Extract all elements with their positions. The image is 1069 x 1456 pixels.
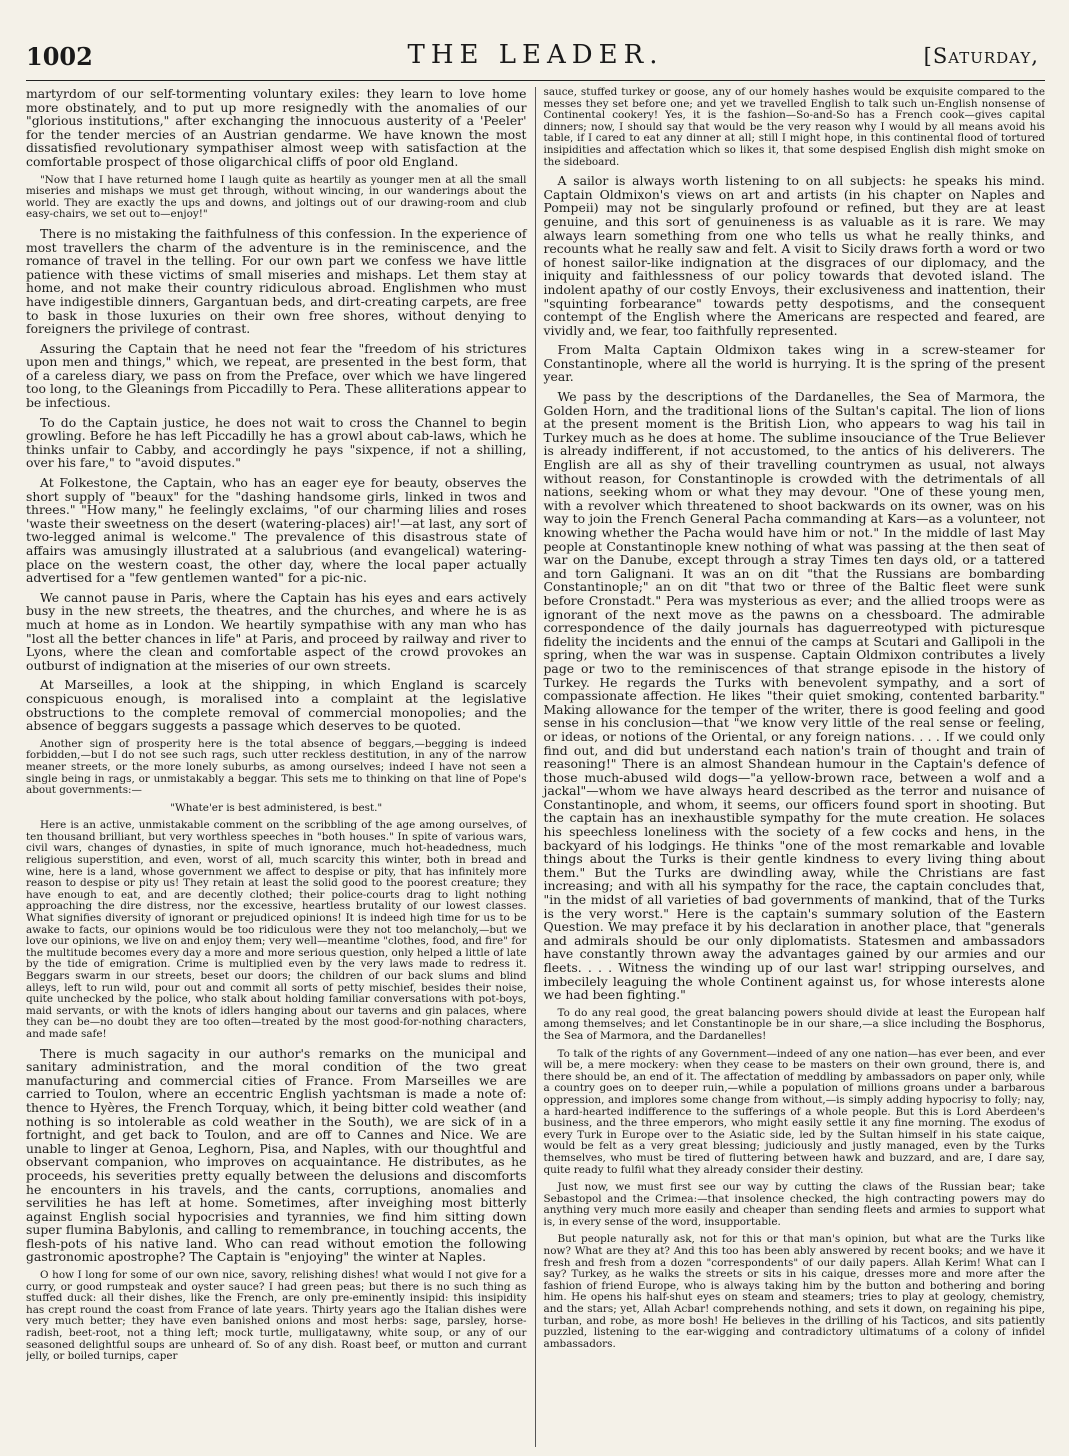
paragraph: There is no mistaking the faithfulness of this confession. In the experience of most travellers the charm of the adventure is in the reminiscence, and the romance of travel in the telling. For our own part we confess we have little patience with these victims of small miseries and mishaps. Let them stay at home, and not make their country ridiculous abroad. Englishmen who must have indigestible dinners, Gargantuan beds, and dirt-creating carpets, are free to bask in those luxuries on their own free shores, without denying to foreigners the privilege of contrast.: [26, 225, 527, 337]
paragraph: A sailor is always worth listening to on all subjects: he speaks his mind. Captain Oldmixon's views on art and artists (in his chapter on Naples and Pompeii) may not be singularly profound or refined, but they are at least genuine, and this sort of genuineness is as valuable as it is rare. We may always learn something from one who tells us what he really thinks, and recounts what he really saw and felt. A visit to Sicily draws forth a word or two of honest sailor-like indignation at the disgraces of our diplomacy, and the iniquity and faithlessness of our policy towards that devoted island. The indolent apathy of our costly Envoys, their exclusiveness and inattention, their "squinting forbearance" towards petty despotisms, and the consequent contempt of the English where the Americans are respected and feared, are vividly and, we fear, too faithfully represented.: [543, 173, 1045, 338]
block-quote: But people naturally ask, not for this or that man's opinion, but what are the Turks like now? What are they at? And this too has been ably answered by recent books; and we have it fresh and fresh from a dozen "correspondents" of our daily papers. Allah Kerim! What can I say? Turkey, as he walks the streets or sits in his caique, dresses more and more after the fashion of friend Europe, who is always taking him by the button and bothering and boring him. He opens his half-shut eyes on steam and steamers; tries to play at geology, chemistry, and the stars; yet, Allah Acbar! comprehends nothing, and sets it down, on regaining his pipe, turban, and robe, as more bosh! He believes in the drilling of his Tacticos, and sits patiently puzzled, listening to the ear-wigging and contradictory ultimatums of a colony of infidel ambassadors.: [543, 1233, 1045, 1350]
paragraph: There is much sagacity in our author's remarks on the municipal and sanitary administration, and the moral condition of the two great manufacturing and commercial cities of France. From Marseilles we are carried to Toulon, where an eccentric English yachtsman is made a note of: thence to Hyères, the French Torquay, which, it being bitter cold weather (and nothing is so intolerable as cold weather in the South), we are sick of in a fortnight, and get back to Toulon, and are off to Cannes and Nice. We are unable to linger at Genoa, Leghorn, Pisa, and Naples, with our thoughtful and observant companion, who improves on acquaintance. He distributes, as he proceeds, his severities pretty equally between the delusions and discomforts he encounters in his travels, and the cants, corruptions, anomalies and servilities he has left at home. Sometimes, after inveighing most bitterly against English social hypocrisies and tyrannies, we find him sitting down super flumina Babylonis, and calling to remembrance, in touching accents, the flesh-pots of his native land. Who can read without emotion the following gastronomic apostrophe? The Captain is "enjoying" the winter at Naples.: [26, 1045, 527, 1265]
left-column: [26, 87, 536, 1447]
masthead: [26, 40, 1045, 81]
block-quote: Here is an active, unmistakable comment on the scribbling of the age among ourselves, of ten thousand brilliant, but very worthless speeches in "both houses." In spite of various wars, civil wars, changes of dynasties, in spite of much ignorance, much hot-headedness, much religious superstition, and even, worst of all, much scarcity this winter, both in bread and wine, here is a land, whose government we affect to despise or pity, that has infinitely more reason to despise or pity us! They retain at least the solid good to the poorest creature; they have enough to eat, and are decently clothed; their police-courts drag to light nothing approaching the dire distress, nor the excessive, heartless brutality of our lowest classes. What signifies diversity of ignorant or prejudiced opinions! It is indeed high time for us to be awake to facts, our opinions would be too ridiculous were they not too melancholy,—but we love our opinions, we live on and enjoy them; very well—meantime "clothes, food, and fire" for the multitude becomes every day a more and more serious question, only helped a little of late by the tide of emigration. Crime is multiplied even by the very laws made to redress it. Beggars swarm in our streets, beset our doors; the children of our back slums and blind alleys, left to run wild, pour out and commit all sorts of petty mischief, besides their noise, quite unchecked by the police, who stalk about holding familiar conversations with pot-boys, maid servants, or with the knots of idlers hanging about our taverns and gin palaces, where they can be—no doubt they are too often—treated by the most good-for-nothing characters, and made safe!: [26, 819, 527, 1040]
verse-quote: "Whate'er is best administered, is best.": [170, 801, 383, 814]
block-quote: Another sign of prosperity here is the total absence of beggars,—begging is indeed forbidden,—but I do not see such rags, such utter reckless destitution, in any of the narrow meaner streets, or the more lonely suburbs, as among ourselves; indeed I have not seen a single being in rags, or unmistakably a beggar. This sets me to thinking on that line of Pope's about governments:—: [26, 737, 527, 797]
block-quote: O how I long for some of our own nice, savory, relishing dishes! what would I not give for a curry, or good rumpsteak and oyster sauce? I had green peas; but there is no such thing as stuffed duck: all their dishes, like the French, are only pre-eminently insipid: this insipidity has crept round the coast from France of late years. Thirty years ago the Italian dishes were very much better; they have even banished onions and most herbs: sage, parsley, horse-radish, beet-root, not a thing left; mock turtle, mulligatawny, white soup, or any of our seasoned delightful soups are unheard of. So of any dish. Roast beef, or mutton and currant jelly, or boiled turnips, caper: [26, 1269, 527, 1363]
paragraph: At Folkestone, the Captain, who has an eager eye for beauty, observes the short supply of "beaux" for the "dashing handsome girls, linked in twos and threes." "How many," he feelingly exclaims, "of our charming lilies and roses 'waste their sweetness on the desert (watering-places) air!'—at last, any sort of two-legged animal is welcome." The prevalence of this disastrous state of affairs was amusingly illustrated at a salubrious (and evangelical) watering-place on the western coast, the other day, where the local paper actually advertised for a "few gentlemen wanted" for a pic-nic.: [26, 475, 527, 586]
paragraph: At Marseilles, a look at the shipping, in which England is scarcely conspicuous enough, is moralised into a complaint at the legislative obstructions to the complete removal of commercial monopolies; and the absence of beggars suggests a passage which deserves to be quoted.: [26, 677, 527, 734]
page-number: 1002: [26, 42, 93, 71]
block-quote: To talk of the rights of any Government—indeed of any one nation—has ever been, and ever will be, a mere mockery: when they cease to be masters on their own ground, there is, and there should be, an end of it. The affectation of meddling by ambassadors on paper only, while a country goes on to deeper ruin,—while a population of millions groans under a barbarous oppression, and implores some change from without,—is simply adding hypocrisy to folly; nay, a hard-hearted indifference to the sufferings of a whole people. But this is Lord Aberdeen's business, and the three emperors, who might easily settle it any fine morning. The exodus of every Turk in Europe over to the Asiatic side, led by the Sultan himself in his state caique, would be felt as a very great blessing; judiciously and justly managed, even by the Turks themselves, who must be tired of fluttering between hawk and buzzard, and are, I dare say, quite ready to fulfil what they already consider their destiny.: [543, 1047, 1045, 1176]
paragraph: From Malta Captain Oldmixon takes wing in a screw-steamer for Constantinople, where all the world is hurrying. It is the spring of the present year.: [543, 342, 1045, 385]
paragraph: martyrdom of our self-tormenting voluntary exiles: they learn to love home more obstinately, and to put up more resignedly with the anomalies of our "glorious institutions," after exchanging the innocuous austerity of a 'Peeler' for the tender mercies of an Austrian gendarme. We have known the most dissatisfied revolutionary sympathiser almost weep with satisfaction at the comfortable prospect of those oligarchical cliffs of poor old England.: [26, 87, 527, 169]
paragraph: We cannot pause in Paris, where the Captain has his eyes and ears actively busy in the new streets, the theatres, and the churches, and where he is as much at home as in London. We heartily sympathise with any man who has "lost all the better chances in life" at Paris, and proceed by railway and river to Lyons, where the clean and comfortable aspect of the crowd provokes an outburst of indignation at the miseries of our own streets.: [26, 589, 527, 673]
issue-day: [Saturday,: [923, 44, 1039, 68]
block-quote: "Now that I have returned home I laugh quite as heartily as younger men at all the small miseries and mishaps we must get through, without wincing, in our wanderings about the world. They are exactly the ups and downs, and joltings out of our drawing-room and club easy-chairs, we set out to—enjoy!": [26, 173, 527, 221]
block-quote: Just now, we must first see our way by cutting the claws of the Russian bear; take Sebastopol and the Crimea:—that insolence checked, the high contracting powers may do anything very much more easily and cheaper than sending fleets and armies to support what is, in every sense of the word, insupportable.: [543, 1181, 1045, 1228]
paragraph: Assuring the Captain that he need not fear the "freedom of his strictures upon men and things," which, we repeat, are presented in the best form, that of a careless diary, we pass on from the Preface, over which we have lingered too long, to the Gleanings from Piccadilly to Pera. These alliterations appear to be infectious.: [26, 340, 527, 411]
newspaper-title: THE LEADER.: [407, 40, 664, 70]
paragraph: To do the Captain justice, he does not wait to cross the Channel to begin growling. Before he has left Piccadilly he has a growl about cab-laws, which he thinks unfair to Cabby, and accordingly he pays "sixpence, if not a shilling, over his fare," to "avoid disputes.": [26, 414, 527, 471]
block-quote: sauce, stuffed turkey or goose, any of our homely hashes would be exquisite compared to the messes they set before one; and yet we travelled English to talk such un-English nonsense of Continental cookery! Yes, it is the fashion—So-and-So has a French cook—gives capital dinners; now, I should say that would be the very reason why I would by all means avoid his table, if I cared to eat any dinner at all; still I might hope, in this continental flood of tortured insipidities and affectation which so likes it, that some despised English dish might smoke on the sideboard.: [543, 87, 1045, 168]
block-quote: To do any real good, the great balancing powers should divide at least the European half among themselves; and let Constantinople be in our share,—a slice including the Bosphorus, the Sea of Marmora, and the Dardanelles!: [543, 1006, 1045, 1042]
columns: [26, 87, 1045, 1447]
paragraph: We pass by the descriptions of the Dardanelles, the Sea of Marmora, the Golden Horn, and the traditional lions of the Sultan's capital. The lion of lions at the present moment is the British Lion, who appears to wag his tail in Turkey much as he does at home. The sublime insouciance of the True Believer is already indifferent, if not accustomed, to the antics of his deliverers. The English are all as shy of their travelling countrymen as usual, not always without reason, for Constantinople is crowded with the detrimentals of all nations, seeking whom or what they may devour. "One of these young men, with a revolver which threatened to shoot backwards on its owner, was on his way to join the French General Pacha commanding at Kars—as a volunteer, not knowing whether the Pacha would have him or not." In the middle of last May people at Constantinople knew nothing of what was passing at the then seat of war on the Danube, except through a stray Times ten days old, or a tattered and torn Galignani. It was an on dit "that the Russians are bombarding Constantinople;" an on dit "that two or three of the Baltic fleet were sunk before Cronstadt." Pera was mysterious as ever; and the allied troops were as ignorant of the next move as the pawns on a chessboard. The admirable correspondence of the daily journals has daguerreotyped with picturesque fidelity the incidents and the ennui of the camps at Scutari and Gallipoli in the spring, when the war was in suspense. Captain Oldmixon contributes a lively page or two to the reminiscences of that strange episode in the history of Turkey. He regards the Turks with benevolent sympathy, and a sort of compassionate affection. He likes "their quiet smoking, contented barbarity." Making allowance for the temper of the writer, there is good feeling and good sense in his conclusion—that "we know very little of the real sense or feeling, or ideas, or notions of the Oriental, or any foreign nations. . . . If we could only find out, and did but understand each nation's train of thought and train of reasoning!" There is an almost Shandean humour in the Captain's defence of those much-abused wild dogs—"a yellow-brown race, between a wolf and a jackal"—whom we have always heard described as the terror and nuisance of Constantinople, and whom, it seems, our officers found sport in shooting. But the captain has an inexhaustible sympathy for the mute creation. He solaces his speechless loneliness with the society of a few cocks and hens, in the backyard of his lodgings. He thinks "one of the most remarkable and lovable things about the Turks is their gentle kindness to every living thing about them." But the Turks are dwindling away, while the Christians are fast increasing; and with all his sympathy for the race, the captain concludes that, "in the midst of all varieties of bad governments of mankind, that of the Turks is the very worst." Here is the captain's summary solution of the Eastern Question. We may preface it by his declaration in another place, that "generals and admirals should be our only diplomatists. Statesmen and ambassadors have constantly thrown away the advantages gained by our armies and our fleets. . . . Witness the winding up of our last war! stripping ourselves, and imbecilely leaguing the whole Continent against us, for whose interests alone we had been fighting.": [543, 389, 1045, 1003]
right-column: [536, 87, 1046, 1447]
